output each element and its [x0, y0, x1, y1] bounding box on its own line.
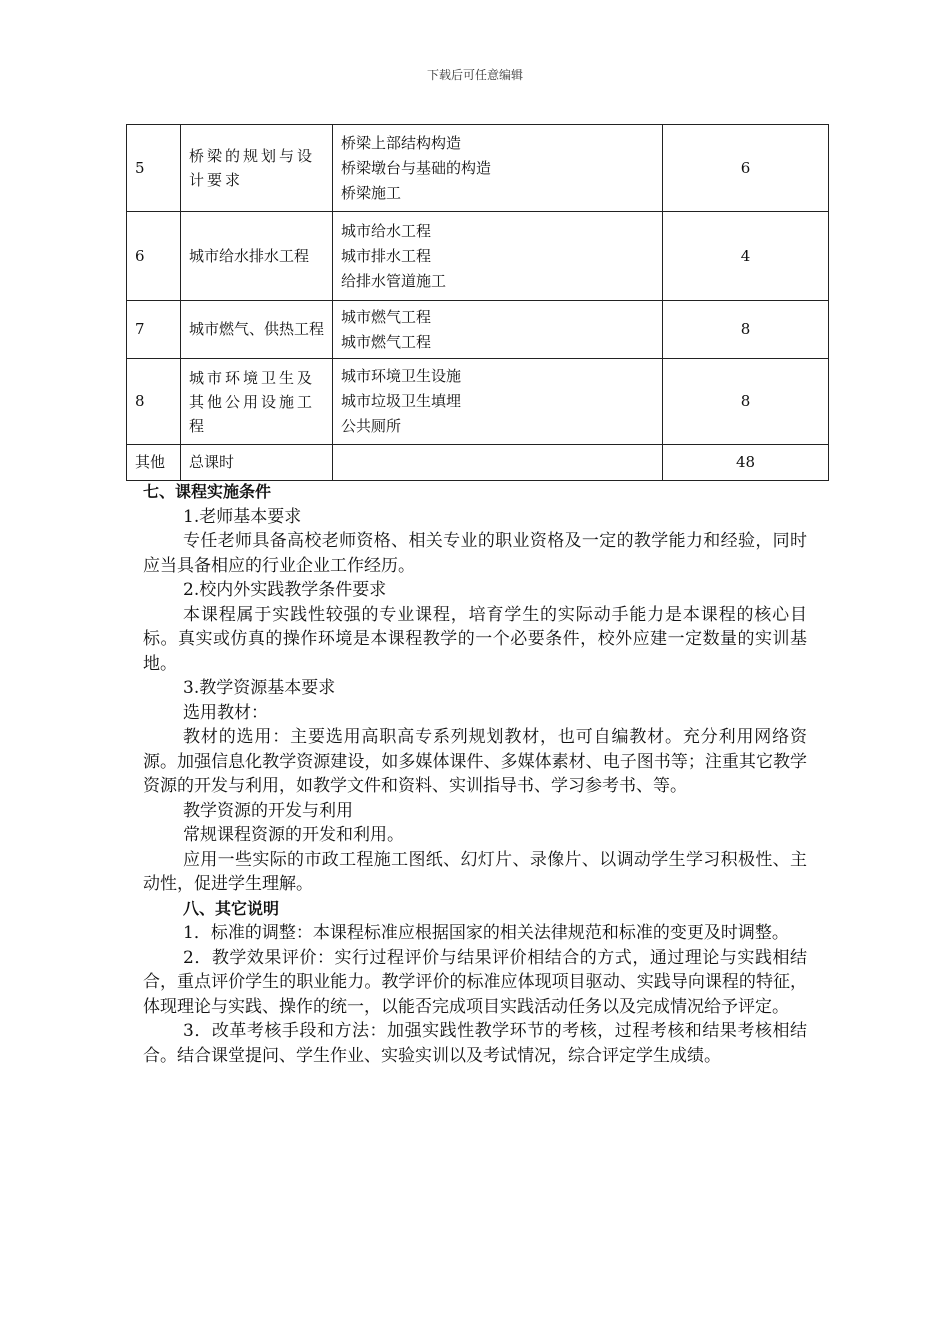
- row-number: 6: [127, 212, 181, 301]
- row-hours: 6: [663, 125, 829, 212]
- subsection-heading: 3.教学资源基本要求: [183, 678, 336, 698]
- row-content: [333, 125, 663, 212]
- content-line: 城市垃圾卫生填埋: [341, 392, 462, 410]
- row-item: 城市燃气、供热工程: [181, 301, 333, 359]
- row-item: 城市给水排水工程: [181, 212, 333, 301]
- paragraph: 3．改革考核手段和方法：加强实践性教学环节的考核，过程考核和结果考核相结合。结合课堂提问、学生作业、实验实训以及考试情况，综合评定学生成绩。: [143, 1021, 807, 1066]
- row-item: 总课时: [181, 445, 333, 481]
- section-heading: 七、课程实施条件: [143, 482, 272, 501]
- row-item: 桥梁的规划与设计要求: [181, 125, 333, 212]
- document-body: [143, 480, 807, 1068]
- paragraph: 应用一些实际的市政工程施工图纸、幻灯片、录像片、以调动学生学习积极性、主动性，促进学生理解。: [143, 849, 807, 894]
- content-line: 城市燃气工程: [341, 332, 432, 351]
- table-row: [127, 125, 829, 212]
- subsection-heading: 2.校内外实践教学条件要求: [183, 580, 387, 600]
- row-number: 8: [127, 359, 181, 445]
- subsection-heading: 1.老师基本要求: [183, 506, 302, 527]
- table-row: [127, 212, 829, 301]
- row-hours: 8: [663, 301, 829, 359]
- content-line: 桥梁墩台与基础的构造: [341, 158, 492, 177]
- row-number: 其他: [127, 445, 181, 481]
- paragraph: 1．标准的调整：本课程标准应根据国家的相关法律规范和标准的变更及时调整。: [183, 923, 789, 943]
- table-row: [127, 359, 829, 445]
- paragraph: 专任老师具备高校老师资格、相关专业的职业资格及一定的教学能力和经验，同时应当具备相应的行业企业工作经历。: [143, 531, 807, 576]
- content-line: 城市环境卫生设施: [341, 367, 462, 385]
- table-row: [127, 301, 829, 359]
- content-line: 城市给水工程: [341, 221, 432, 240]
- page-header: 下载后可任意编辑: [426, 68, 523, 82]
- content-line: 公共厕所: [341, 417, 402, 435]
- row-content: [333, 301, 663, 359]
- paragraph: 2．教学效果评价：实行过程评价与结果评价相结合的方式，通过理论与实践相结合，重点评价学生的职业能力。教学评价的标准应体现项目驱动、实践导向课程的特征，体现理论与实践、操作的统一，以能否完成项目实践活动任务以及完成情况给予评定。: [143, 947, 807, 1017]
- paragraph: 教材的选用：主要选用高职高专系列规划教材，也可自编教材。充分利用网络资源。加强信息化教学资源建设，如多媒体课件、多媒体素材、电子图书等；注重其它教学资源的开发与利用，如教学文件和资料、实训指导书、学习参考书、等。: [143, 727, 807, 796]
- content-line: 桥梁施工: [341, 183, 402, 202]
- row-number: 5: [127, 125, 181, 212]
- row-content: [333, 212, 663, 301]
- row-hours: 48: [663, 445, 829, 481]
- row-hours: 4: [663, 212, 829, 301]
- paragraph: 选用教材：: [183, 702, 268, 723]
- course-schedule-table: [126, 124, 829, 481]
- table-row-total: [127, 445, 829, 481]
- paragraph: 本课程属于实践性较强的专业课程，培育学生的实际动手能力是本课程的核心目标。真实或仿真的操作环境是本课程教学的一个必要条件，校外应建一定数量的实训基地。: [143, 604, 807, 674]
- paragraph: 教学资源的开发与利用: [183, 800, 353, 821]
- paragraph: 常规课程资源的开发和利用。: [183, 825, 404, 845]
- row-hours: 8: [663, 359, 829, 445]
- row-content: [333, 359, 663, 445]
- section-heading: 八、其它说明: [183, 898, 280, 918]
- content-line: 城市燃气工程: [341, 307, 432, 326]
- row-item: 城市环境卫生及其他公用设施工程: [181, 359, 333, 445]
- content-line: 桥梁上部结构构造: [341, 133, 462, 152]
- row-number: 7: [127, 301, 181, 359]
- row-content: [333, 445, 663, 481]
- content-line: 给排水管道施工: [341, 271, 447, 290]
- content-line: 城市排水工程: [341, 246, 432, 265]
